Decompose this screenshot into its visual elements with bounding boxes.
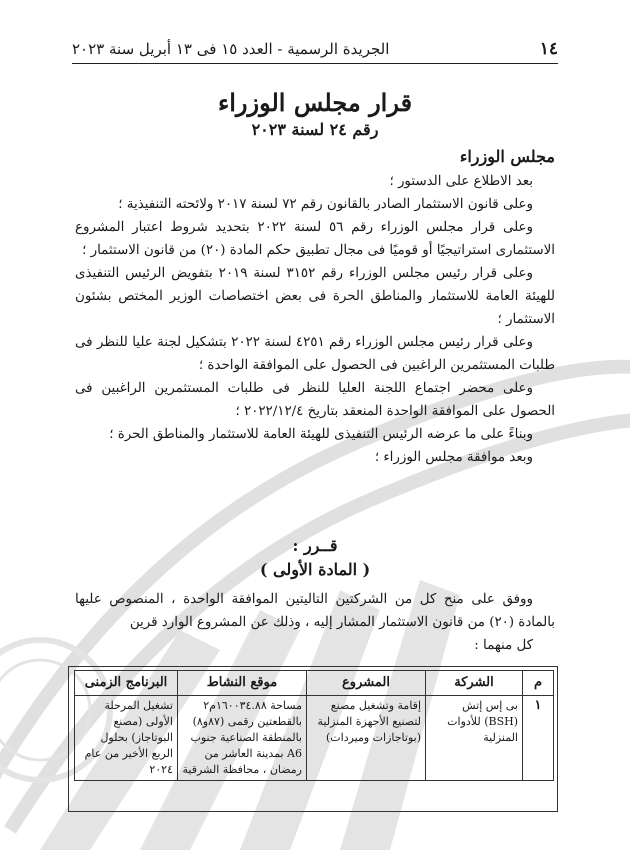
preamble-clause: وعلى محضر اجتماع اللجنة العليا للنظر فى طلبات المستثمرين الراغبين فى الحصول على الموافقة الواحدة المنعقد بتاريخ ٢٠٢٢/١٢/٤ ؛ — [75, 381, 555, 419]
col-header-company: الشركة — [426, 671, 523, 696]
preamble-clause: بعد الاطلاع على الدستور ؛ — [389, 174, 533, 189]
col-header-location: موقع النشاط — [178, 671, 307, 696]
article-text-last: كل منهما : — [474, 638, 533, 653]
company-name: بى إس إتش (BSH) للأدوات المنزلية — [426, 696, 523, 781]
gazette-issue: الجريدة الرسمية - العدد ١٥ فى ١٣ أبريل سنة ٢٠٢٣ — [72, 40, 390, 58]
activity-location: مساحة ١٦٠٠٣٤.٨٨م٢ بالقطعتين رقمى (٨٧و٨) بالمنطقة الصناعية جنوب A6 بمدينة العاشر من رمضان ، محافظة الشرقية — [178, 696, 307, 781]
companies-table — [74, 670, 554, 781]
preamble — [75, 170, 555, 469]
decree-title: قرار مجلس الوزراء — [217, 88, 413, 117]
col-header-number: م — [523, 671, 554, 696]
col-header-schedule: البرنامج الزمنى — [75, 671, 178, 696]
page-number: ١٤ — [539, 39, 558, 59]
page-header — [72, 38, 558, 64]
article-body — [75, 588, 555, 657]
issuing-authority: مجلس الوزراء — [459, 147, 555, 166]
decree-number: رقم ٢٤ لسنة ٢٠٢٣ — [251, 120, 379, 139]
table-header-row — [75, 671, 554, 696]
preamble-clause: وعلى قرار مجلس الوزراء رقم ٥٦ لسنة ٢٠٢٢ بتحديد شروط اعتبار المشروع الاستثمارى استراتيجيًا أو قوميًا فى مجال تطبيق حكم المادة (٢٠) من قانون الاستثمار ؛ — [75, 220, 555, 258]
preamble-clause: وعلى قرار رئيس مجلس الوزراء رقم ٣١٥٢ لسنة ٢٠١٩ بتفويض الرئيس التنفيذى للهيئة العامة للاستثمار والمناطق الحرة فى بعض اختصاصات الوزير المختص بشئون الاستثمار ؛ — [75, 266, 555, 327]
decree-word: قــرر : — [292, 536, 338, 555]
row-number: ١ — [523, 696, 554, 781]
article-text: ووفق على منح كل من الشركتين التاليتين الموافقة الواحدة ، المنصوص عليها بالمادة (٢٠) من قانون الاستثمار المشار إليه ، وذلك عن المشروع الوارد قرين — [75, 592, 555, 630]
preamble-clause: وبناءً على ما عرضه الرئيس التنفيذى للهيئة العامة للاستثمار والمناطق الحرة ؛ — [109, 427, 533, 442]
time-schedule: تشغيل المرحلة الأولى (مصنع البوتاجاز) بحلول الربع الأخير من عام ٢٠٢٤ — [75, 696, 178, 781]
article-title: ( المادة الأولى ) — [259, 560, 371, 579]
col-header-project: المشروع — [307, 671, 426, 696]
preamble-clause: وبعد موافقة مجلس الوزراء ؛ — [374, 450, 533, 465]
table-row — [75, 696, 554, 781]
preamble-clause: وعلى قرار رئيس مجلس الوزراء رقم ٤٢٥١ لسنة ٢٠٢٢ بتشكيل لجنة عليا للنظر فى طلبات المستثمرين الراغبين فى الحصول على الموافقة الواحدة ؛ — [75, 335, 555, 373]
preamble-clause: وعلى قانون الاستثمار الصادر بالقانون رقم ٧٢ لسنة ٢٠١٧ ولائحته التنفيذية ؛ — [118, 197, 533, 212]
project-description: إقامة وتشغيل مصنع لتصنيع الأجهزة المنزلية (بوتاجازات وميردات) — [307, 696, 426, 781]
